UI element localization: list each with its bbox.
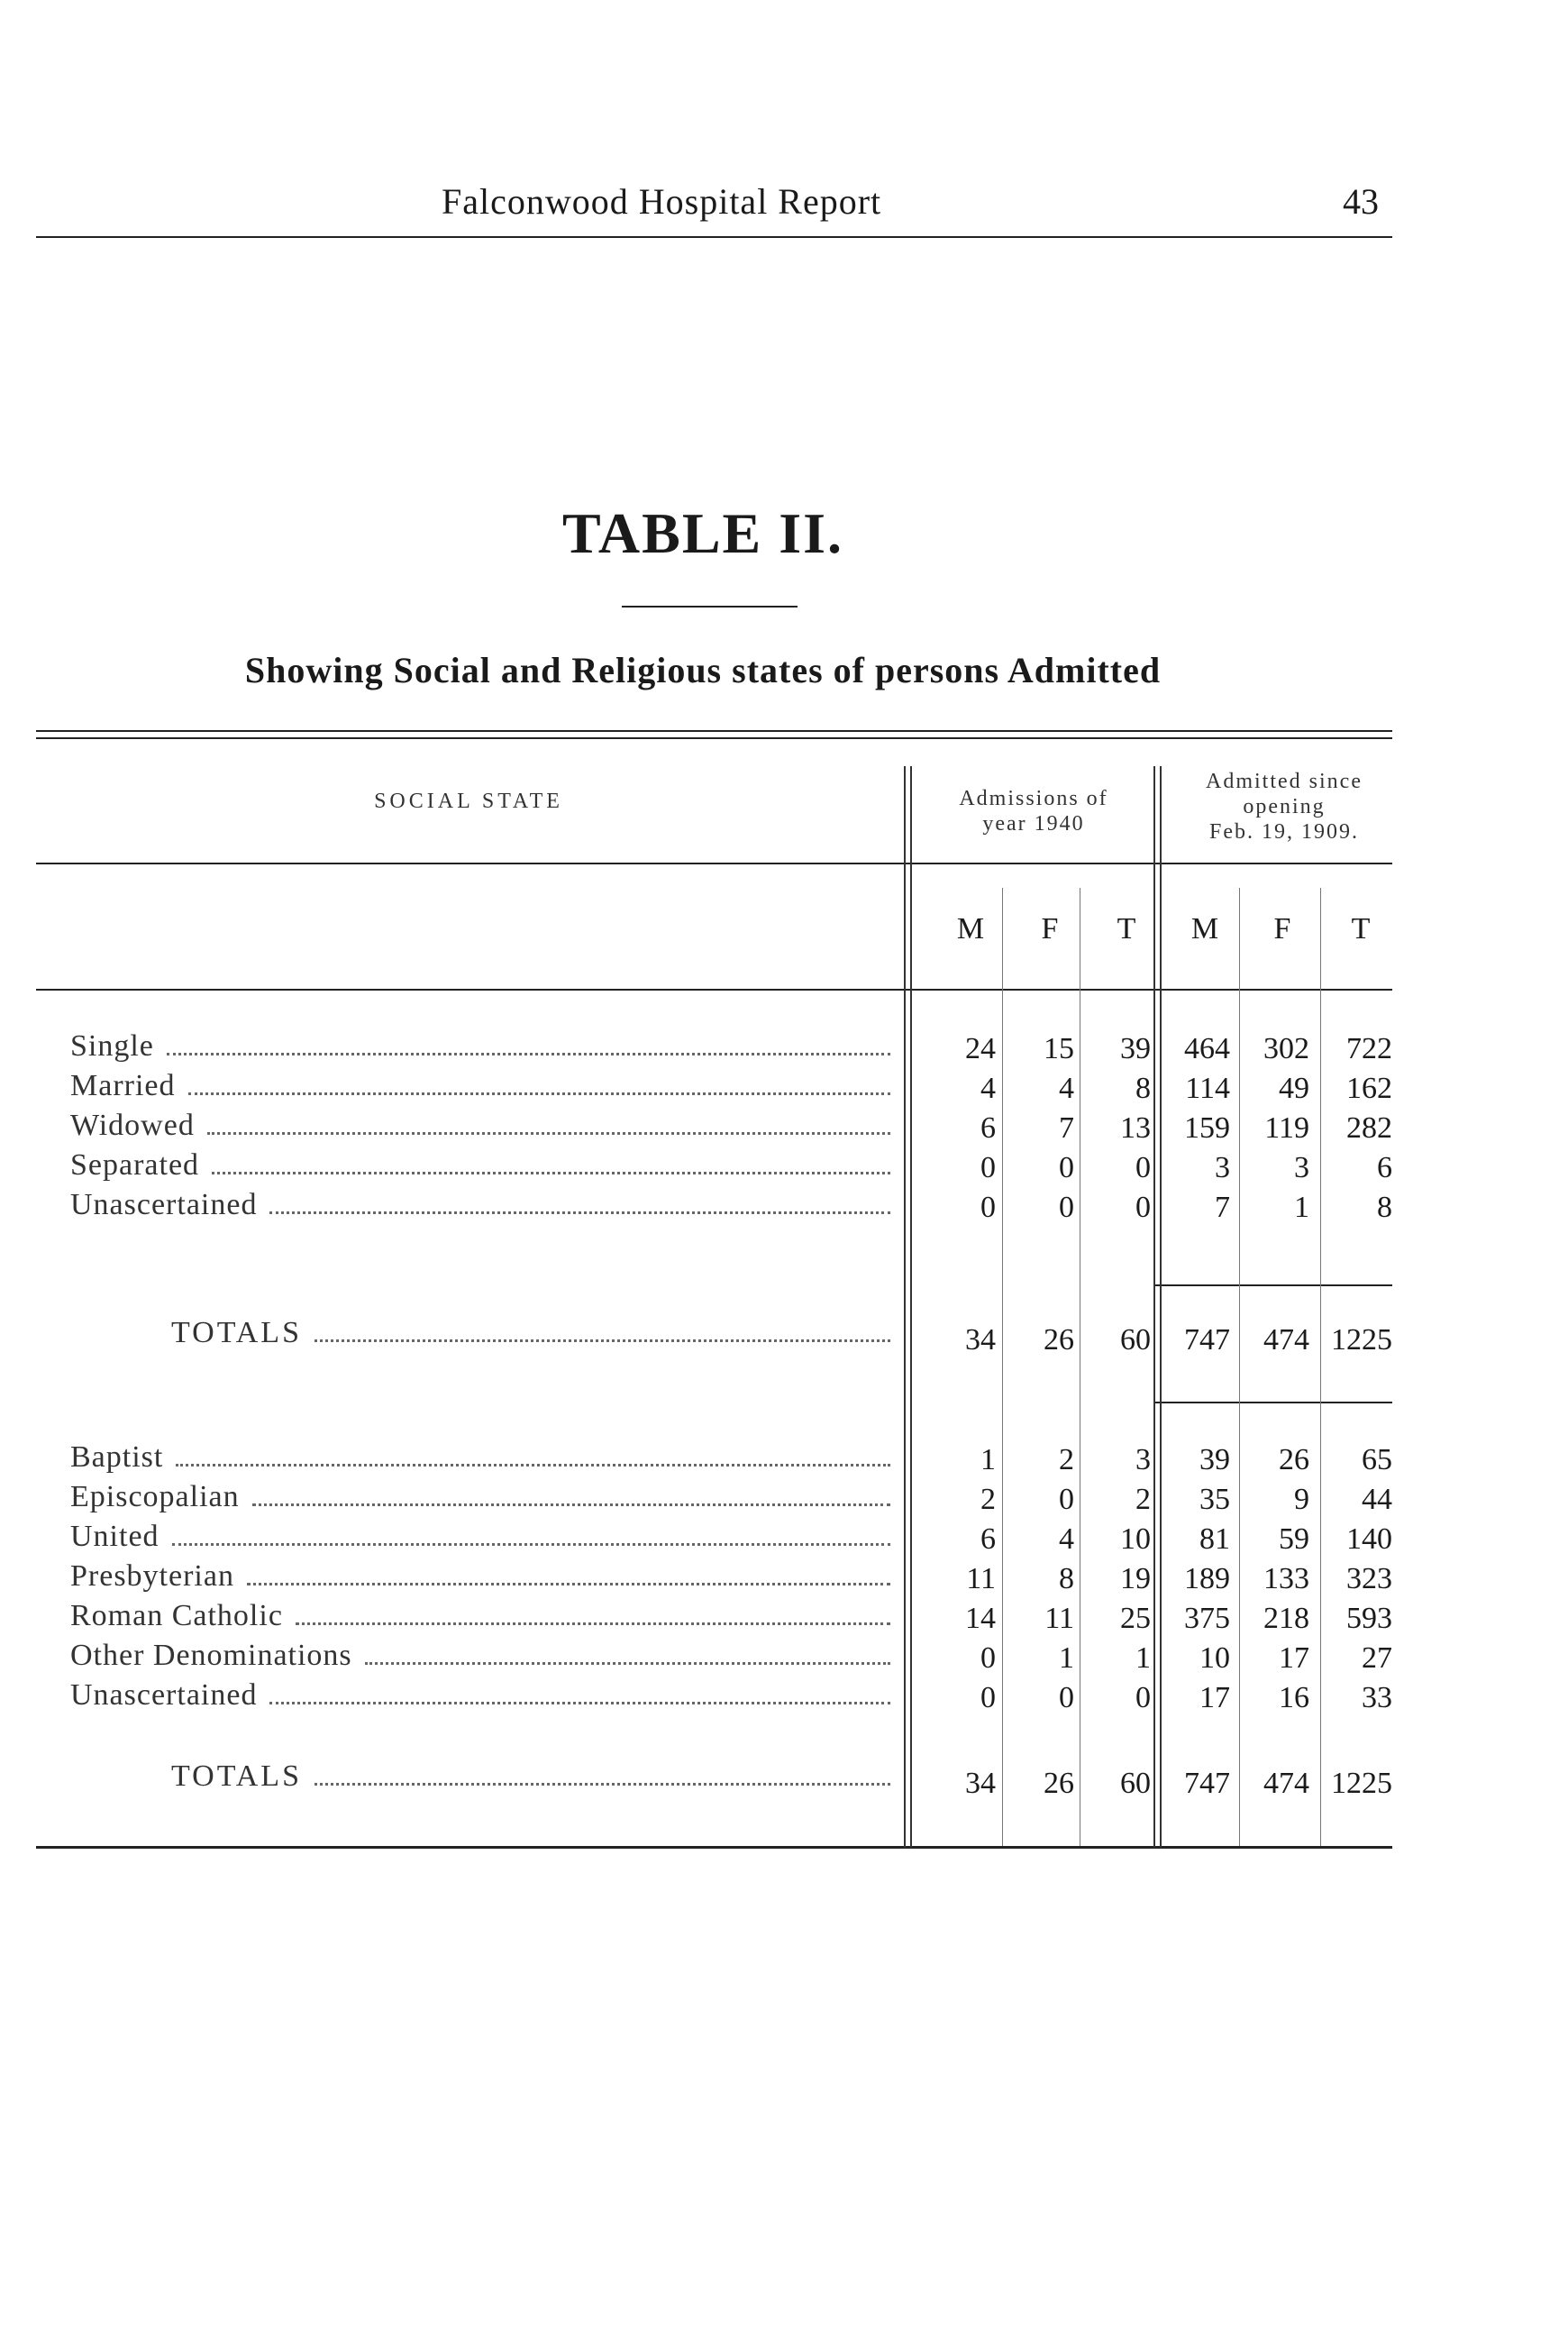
sub-t-since: T xyxy=(1351,912,1371,946)
divider-m-f-1940 xyxy=(1002,888,1003,1846)
cell: 15 xyxy=(1044,1032,1074,1065)
section-divider-rule xyxy=(1153,1402,1392,1403)
cell: 8 xyxy=(1059,1562,1074,1595)
admitted-since-line-3: Feb. 19, 1909. xyxy=(1209,820,1359,844)
admissions-year-line-1: Admissions of xyxy=(959,787,1108,810)
table-top-rule-inner xyxy=(36,737,1392,739)
cell: 39 xyxy=(1199,1443,1230,1476)
cell: 0 xyxy=(980,1641,996,1675)
subheading-rule xyxy=(36,989,1392,991)
cell: 0 xyxy=(980,1191,996,1224)
cell: 0 xyxy=(1135,1191,1151,1224)
cell: 8 xyxy=(1135,1072,1151,1105)
religious-totals-label: TOTALS xyxy=(171,1759,890,1799)
cell: 0 xyxy=(1059,1681,1074,1714)
title-underline xyxy=(622,606,798,608)
cell: 159 xyxy=(1184,1111,1230,1145)
cell: 0 xyxy=(980,1681,996,1714)
row-label-widowed: Widowed xyxy=(70,1109,890,1148)
cell: 6 xyxy=(980,1111,996,1145)
cell: 0 xyxy=(980,1151,996,1184)
cell: 593 xyxy=(1346,1602,1392,1635)
sub-t-1940: T xyxy=(1117,912,1136,946)
cell: 0 xyxy=(1059,1191,1074,1224)
cell: 25 xyxy=(1120,1602,1151,1635)
total-cell: 747 xyxy=(1184,1767,1230,1800)
sub-f-since: F xyxy=(1273,912,1291,946)
cell: 2 xyxy=(980,1483,996,1516)
row-label-married: Married xyxy=(70,1069,890,1109)
cell: 7 xyxy=(1215,1191,1230,1224)
cell: 81 xyxy=(1199,1522,1230,1556)
cell: 3 xyxy=(1215,1151,1230,1184)
admissions-year-heading xyxy=(912,786,1155,836)
cell: 11 xyxy=(1044,1602,1074,1635)
cell: 114 xyxy=(1185,1072,1230,1105)
cell: 59 xyxy=(1279,1522,1309,1556)
cell: 10 xyxy=(1120,1522,1151,1556)
cell: 7 xyxy=(1059,1111,1074,1145)
cell: 8 xyxy=(1377,1191,1392,1224)
heading-rule xyxy=(36,863,1392,864)
divider-f-t-since xyxy=(1320,888,1321,1846)
cell: 133 xyxy=(1263,1562,1309,1595)
cell: 464 xyxy=(1184,1032,1230,1065)
cell: 0 xyxy=(1135,1151,1151,1184)
social-subtotal-rule xyxy=(1153,1284,1392,1286)
row-label-unascertained-religion: Unascertained xyxy=(70,1678,890,1718)
total-cell: 60 xyxy=(1120,1323,1151,1357)
cell: 375 xyxy=(1184,1602,1230,1635)
divider-m-f-since xyxy=(1239,888,1240,1846)
cell: 302 xyxy=(1263,1032,1309,1065)
cell: 0 xyxy=(1059,1483,1074,1516)
cell: 4 xyxy=(980,1072,996,1105)
cell: 1 xyxy=(1294,1191,1309,1224)
cell: 140 xyxy=(1346,1522,1392,1556)
cell: 35 xyxy=(1199,1483,1230,1516)
cell: 4 xyxy=(1059,1522,1074,1556)
cell: 10 xyxy=(1199,1641,1230,1675)
table-top-rule xyxy=(36,730,1392,732)
cell: 0 xyxy=(1059,1151,1074,1184)
cell: 11 xyxy=(966,1562,996,1595)
cell: 3 xyxy=(1135,1443,1151,1476)
sub-m-1940: M xyxy=(956,912,985,946)
row-label-separated: Separated xyxy=(70,1148,890,1188)
divider-group-inner xyxy=(1160,766,1162,1848)
cell: 16 xyxy=(1279,1681,1309,1714)
header-rule xyxy=(36,236,1392,238)
row-label-baptist: Baptist xyxy=(70,1440,890,1480)
cell: 19 xyxy=(1120,1562,1151,1595)
total-cell: 474 xyxy=(1263,1767,1309,1800)
table-subtitle: Showing Social and Religious states of persons Admitted xyxy=(244,650,1162,690)
cell: 17 xyxy=(1279,1641,1309,1675)
row-label-presbyterian: Presbyterian xyxy=(70,1559,890,1599)
row-label-united: United xyxy=(70,1520,890,1559)
divider-label-column-inner xyxy=(910,766,912,1848)
cell: 26 xyxy=(1279,1443,1309,1476)
total-cell: 1225 xyxy=(1331,1767,1392,1800)
row-label-other-denominations: Other Denominations xyxy=(70,1639,890,1678)
total-cell: 1225 xyxy=(1331,1323,1392,1357)
cell: 282 xyxy=(1346,1111,1392,1145)
running-title: Falconwood Hospital Report xyxy=(442,181,882,222)
total-cell: 60 xyxy=(1120,1767,1151,1800)
divider-group xyxy=(1153,766,1155,1848)
cell: 218 xyxy=(1263,1602,1309,1635)
total-cell: 747 xyxy=(1184,1323,1230,1357)
cell: 39 xyxy=(1120,1032,1151,1065)
cell: 189 xyxy=(1184,1562,1230,1595)
sub-f-1940: F xyxy=(1041,912,1059,946)
cell: 17 xyxy=(1199,1681,1230,1714)
cell: 6 xyxy=(980,1522,996,1556)
cell: 44 xyxy=(1362,1483,1392,1516)
cell: 6 xyxy=(1377,1151,1392,1184)
cell: 9 xyxy=(1294,1483,1309,1516)
cell: 323 xyxy=(1346,1562,1392,1595)
cell: 24 xyxy=(965,1032,996,1065)
table-bottom-rule xyxy=(36,1846,1392,1849)
cell: 2 xyxy=(1059,1443,1074,1476)
admitted-since-line-2: opening xyxy=(1243,795,1326,818)
cell: 14 xyxy=(965,1602,996,1635)
cell: 2 xyxy=(1135,1483,1151,1516)
admitted-since-heading xyxy=(1162,769,1406,845)
cell: 4 xyxy=(1059,1072,1074,1105)
admissions-year-line-2: year 1940 xyxy=(982,812,1085,836)
social-totals-label: TOTALS xyxy=(171,1316,890,1356)
cell: 0 xyxy=(1135,1681,1151,1714)
total-cell: 26 xyxy=(1044,1767,1074,1800)
total-cell: 34 xyxy=(965,1323,996,1357)
row-label-roman-catholic: Roman Catholic xyxy=(70,1599,890,1639)
cell: 1 xyxy=(980,1443,996,1476)
cell: 49 xyxy=(1279,1072,1309,1105)
cell: 1 xyxy=(1059,1641,1074,1675)
row-label-episcopalian: Episcopalian xyxy=(70,1480,890,1520)
row-label-unascertained: Unascertained xyxy=(70,1188,890,1228)
cell: 27 xyxy=(1362,1641,1392,1675)
total-cell: 474 xyxy=(1263,1323,1309,1357)
row-label-single: Single xyxy=(70,1029,890,1069)
cell: 13 xyxy=(1120,1111,1151,1145)
table-title: TABLE II. xyxy=(561,501,844,565)
cell: 33 xyxy=(1362,1681,1392,1714)
cell: 1 xyxy=(1135,1641,1151,1675)
cell: 119 xyxy=(1264,1111,1309,1145)
admitted-since-line-1: Admitted since xyxy=(1206,770,1363,793)
social-state-heading: SOCIAL STATE xyxy=(374,790,563,813)
page-number: 43 xyxy=(1343,181,1379,222)
cell: 3 xyxy=(1294,1151,1309,1184)
total-cell: 34 xyxy=(965,1767,996,1800)
cell: 162 xyxy=(1346,1072,1392,1105)
sub-m-since: M xyxy=(1190,912,1219,946)
cell: 65 xyxy=(1362,1443,1392,1476)
divider-label-column xyxy=(904,766,906,1848)
cell: 722 xyxy=(1346,1032,1392,1065)
total-cell: 26 xyxy=(1044,1323,1074,1357)
